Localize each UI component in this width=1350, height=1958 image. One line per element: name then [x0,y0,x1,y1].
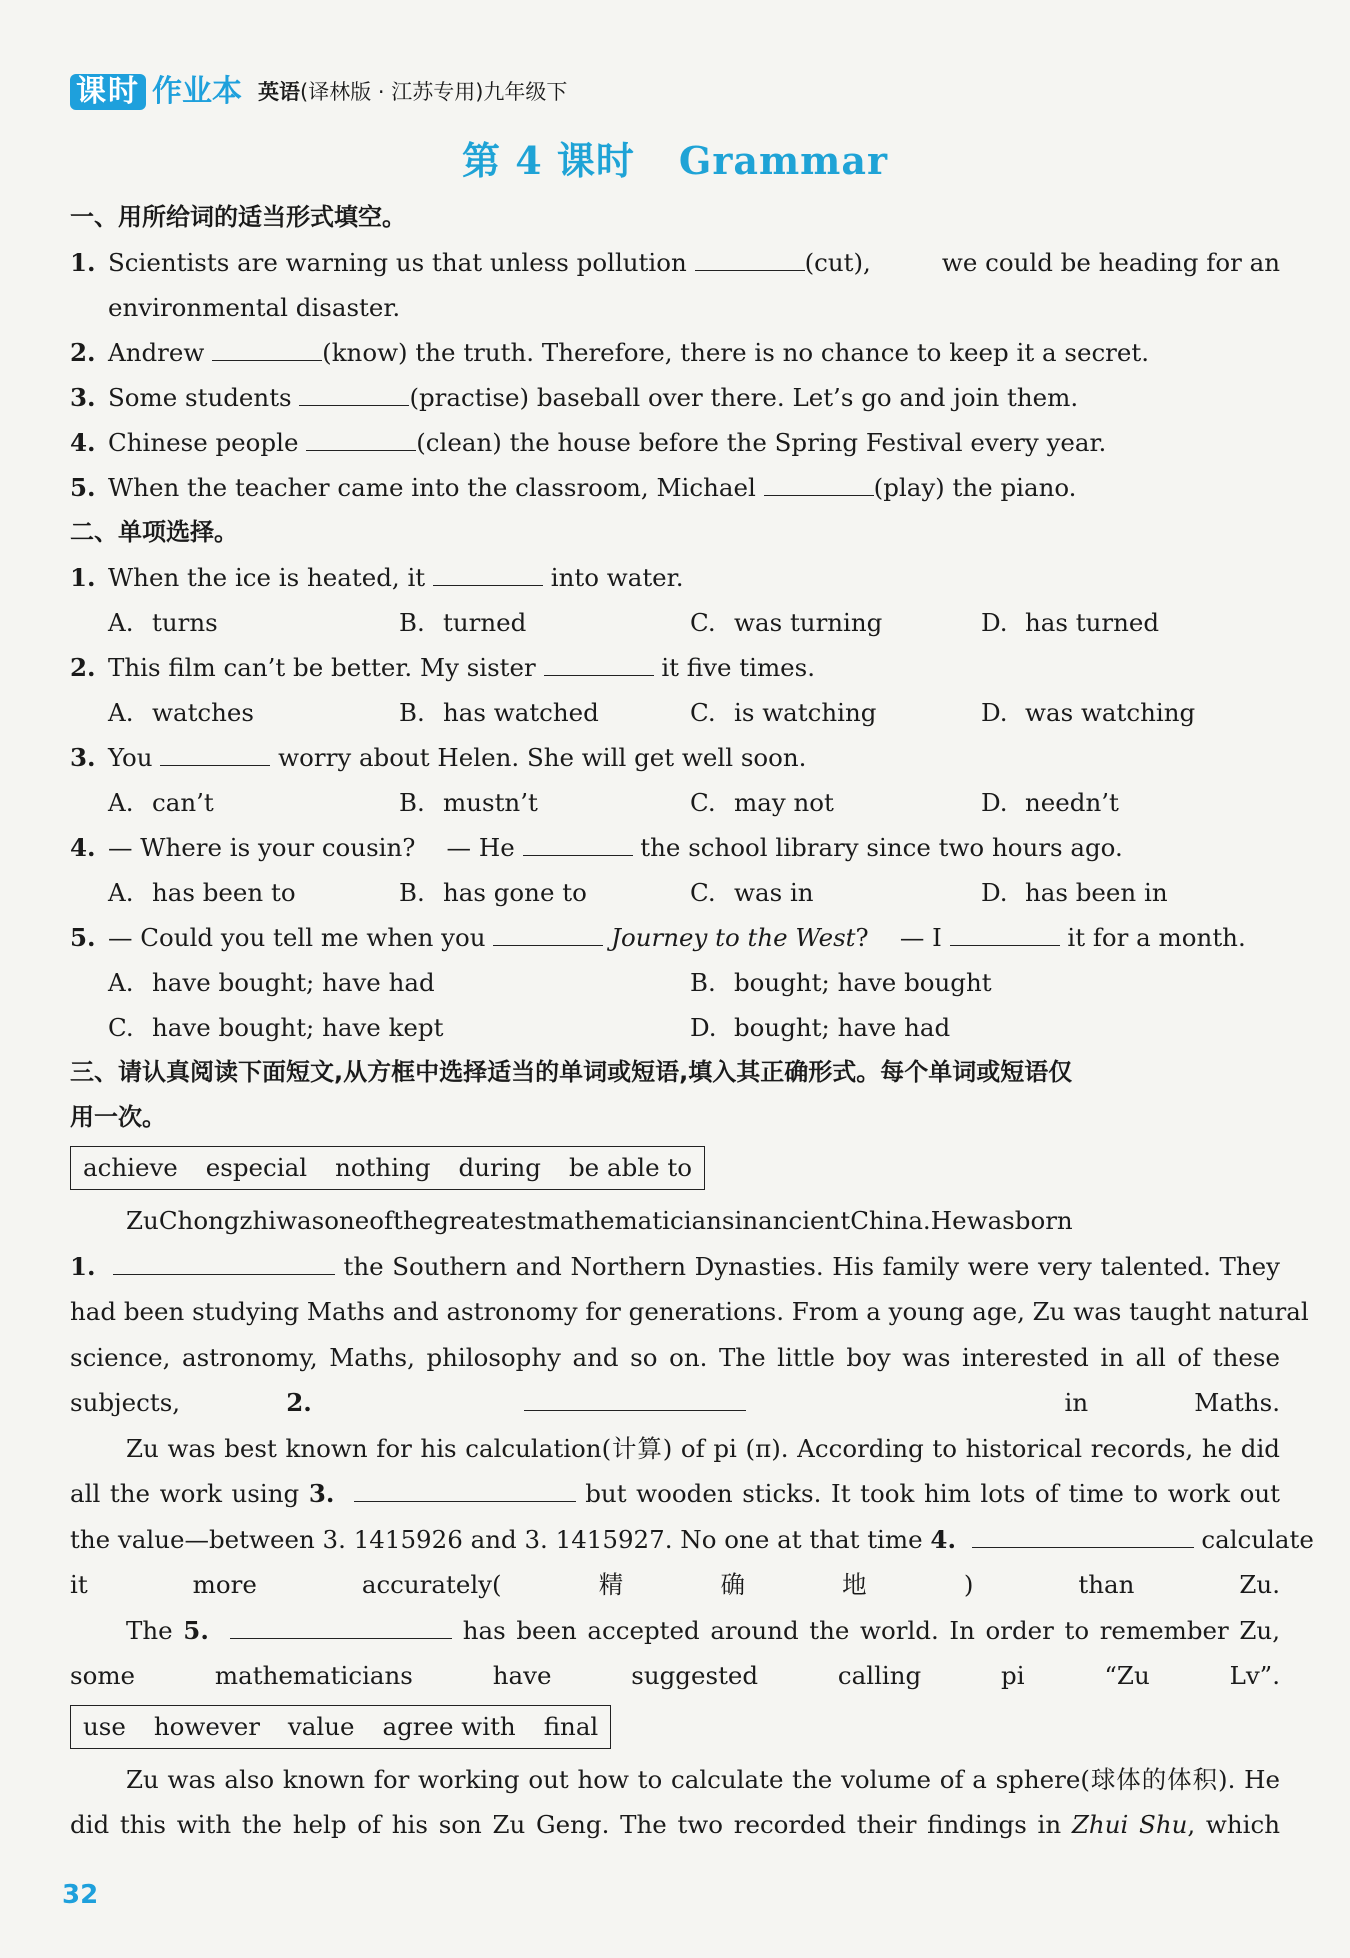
q-text: baseball over there. Let’s go and join them. [536,383,1079,412]
passage-line: The 5. has been accepted around the world. In order to remember Zu, [70,1608,1280,1654]
q-text: — Where is your cousin? [108,833,416,862]
q-text: — I [899,923,942,952]
option-b[interactable]: B. bought; have bought [690,968,992,997]
content [70,195,1314,1848]
s1-q2 [70,330,1280,375]
q-text: Scientists are warning us that unless pollution [108,248,687,277]
word-option: value [287,1711,355,1741]
q-hint: (cut), [804,248,871,277]
s1-q1-cont: environmental disaster. [108,293,401,322]
s2-q4 [70,825,1280,870]
answer-blank[interactable] [524,1384,746,1411]
passage-paragraph-2 [70,1426,1314,1608]
passage-line: Zu was best known for his calculation(计算) of pi (π). According to historical records, he did [126,1433,1280,1463]
passage-line: subjects, 2. in Maths. [70,1380,1280,1426]
answer-blank[interactable] [212,334,322,361]
section-1-heading: 一、用所给词的适当形式填空。 [70,203,406,231]
blank-number: 1. [70,1251,96,1281]
word-option: use [83,1711,126,1741]
option-a[interactable]: A. can’t [108,788,214,817]
s2-q5-options-cd [70,1005,1280,1050]
logo-text: 作业本 [152,74,242,109]
s2-q5-options-ab [70,960,1280,1005]
option-b[interactable]: B. has watched [399,698,599,727]
q-text: ? [855,923,869,952]
q-number: 1. [70,563,96,592]
answer-blank[interactable] [695,244,805,271]
option-d[interactable]: D. needn’t [981,788,1119,817]
q-text: This film can’t be better. My sister [108,653,536,682]
lesson-title [0,130,1350,185]
q-text: Chinese people [108,428,299,457]
passage-line: 1. the Southern and Northern Dynasties. His family were very talented. They [70,1244,1280,1290]
q-text: the piano. [952,473,1077,502]
passage-line: all the work using 3. but wooden sticks. It took him lots of time to work out [70,1471,1280,1517]
q-hint: (clean) [416,428,502,457]
passage-line: the value—between 3. 1415926 and 3. 1415927. No one at that time 4. calculate [70,1517,1280,1563]
option-b[interactable]: B. mustn’t [399,788,538,817]
lesson-number: 第 4 课时 [461,138,635,183]
q-number: 1. [70,248,96,277]
passage-paragraph-3 [70,1608,1280,1699]
q-number: 2. [70,338,96,367]
s1-q3 [70,375,1280,420]
q-hint: (know) [322,338,408,367]
subject: 英语 [258,80,300,104]
q-text: — Could you tell me when you [108,923,486,952]
q-text: into water. [550,563,684,592]
option-d[interactable]: D. has been in [981,878,1168,907]
passage-line: science, astronomy, Maths, philosophy and so on. The little boy was interested in all of these [70,1342,1280,1372]
logo-mark: 课时 [70,74,146,110]
answer-blank[interactable] [160,739,270,766]
passage-line: Zu was also known for working out how to calculate the volume of a sphere(球体的体积). He [126,1764,1280,1794]
s2-q4-options [70,870,1280,915]
book-info [258,74,567,110]
s2-q1 [70,555,1280,600]
q-text: we could be heading for an [941,248,1280,277]
word-option: during [458,1153,541,1182]
word-option: agree with [382,1711,516,1741]
option-a[interactable]: A. watches [108,698,254,727]
s2-q2-options [70,690,1280,735]
s2-q3-options [70,780,1280,825]
answer-blank[interactable] [306,424,416,451]
logo [70,74,242,110]
word-option: especial [205,1153,308,1182]
option-c[interactable]: C. have bought; have kept [108,1013,444,1042]
book-title: Zhui Shu [1071,1810,1188,1839]
section-2-heading: 二、单项选择。 [70,518,238,546]
answer-blank[interactable] [299,379,409,406]
passage-line: ZuChongzhiwasoneofthegreatestmathematiciansinancientChina.Hewasborn [126,1206,1073,1235]
answer-blank[interactable] [354,1475,576,1502]
s2-q2 [70,645,1280,690]
blank-number: 4. [930,1524,956,1554]
option-d[interactable]: D. was watching [981,698,1196,727]
blank-number: 3. [308,1479,335,1508]
q-number: 5. [70,473,96,502]
q-number: 3. [70,383,96,412]
answer-blank[interactable] [523,829,633,856]
q-text: worry about Helen. She will get well soon. [278,743,807,772]
passage-line: had been studying Maths and astronomy for generations. From a young age, Zu was taught natural [70,1297,1309,1326]
q-number: 3. [70,743,96,772]
option-c[interactable]: C. was turning [690,608,883,637]
blank-number: 5. [183,1615,209,1645]
q-text: the house before the Spring Festival every year. [509,428,1107,457]
q-number: 5. [70,923,96,952]
option-a[interactable]: A. have bought; have had [108,968,435,997]
q-text: the school library since two hours ago. [640,833,1123,862]
passage-paragraph-4 [70,1757,1280,1848]
q-number: 4. [70,428,96,457]
q-text: it five times. [661,653,816,682]
s2-q1-options [70,600,1280,645]
word-option: however [153,1711,260,1741]
word-option: achieve [83,1153,178,1182]
word-box-1 [70,1146,705,1190]
option-b[interactable]: B. turned [399,608,527,637]
option-b[interactable]: B. has gone to [399,878,587,907]
option-d[interactable]: D. has turned [981,608,1160,637]
q-text: Some students [108,383,292,412]
q-text: Andrew [108,338,205,367]
answer-blank[interactable] [493,919,603,946]
q-hint: (practise) [409,383,530,412]
blank-number: 2. [286,1388,312,1417]
book-title: Journey to the West [611,923,856,952]
option-c[interactable]: C. may not [690,788,834,817]
edition: (译林版 · 江苏专用)九年级下 [300,80,568,104]
page-header [70,70,567,110]
answer-blank[interactable] [972,1521,1194,1548]
q-number: 4. [70,833,96,862]
lesson-topic: Grammar [678,138,889,183]
s2-q3 [70,735,1280,780]
option-a[interactable]: A. turns [108,608,218,637]
passage-paragraph-1 [70,1198,1309,1426]
s1-q5 [70,465,1280,510]
q-number: 2. [70,653,96,682]
page-number: 32 [62,1880,99,1910]
passage-line: did this with the help of his son Zu Geng. The two recorded their findings in Zhui Shu, which [70,1810,1281,1839]
option-c[interactable]: C. was in [690,878,814,907]
s2-q5 [70,915,1280,960]
q-text: the truth. Therefore, there is no chance to keep it a secret. [415,338,1150,367]
option-a[interactable]: A. has been to [108,878,296,907]
word-option: be able to [569,1153,692,1182]
q-hint: (play) [873,473,945,502]
option-c[interactable]: C. is watching [690,698,877,727]
q-text: When the teacher came into the classroom, Michael [108,473,756,502]
answer-blank[interactable] [950,919,1060,946]
answer-blank[interactable] [433,559,543,586]
option-d[interactable]: D. bought; have had [690,1013,951,1042]
q-text: You [108,743,153,772]
answer-blank[interactable] [544,649,654,676]
s1-q4 [70,420,1280,465]
q-text: When the ice is heated, it [108,563,426,592]
answer-blank[interactable] [764,469,874,496]
section-3-heading: 三、请认真阅读下面短文,从方框中选择适当的单词或短语,填入其正确形式。每个单词或短语仅 [70,1058,1073,1086]
passage-line: it more accurately(精确地) than Zu. [70,1570,1280,1599]
passage-line: some mathematicians have suggested calling pi “Zu Lv”. [70,1661,1280,1690]
section-3-heading-cont: 用一次。 [70,1103,166,1131]
answer-blank[interactable] [113,1248,335,1275]
word-option: nothing [335,1153,431,1182]
answer-blank[interactable] [230,1612,452,1639]
q-text: — He [446,833,515,862]
word-box-2 [70,1705,611,1749]
word-option: final [543,1711,599,1741]
q-text: it for a month. [1067,923,1246,952]
s1-q1 [70,240,1280,285]
